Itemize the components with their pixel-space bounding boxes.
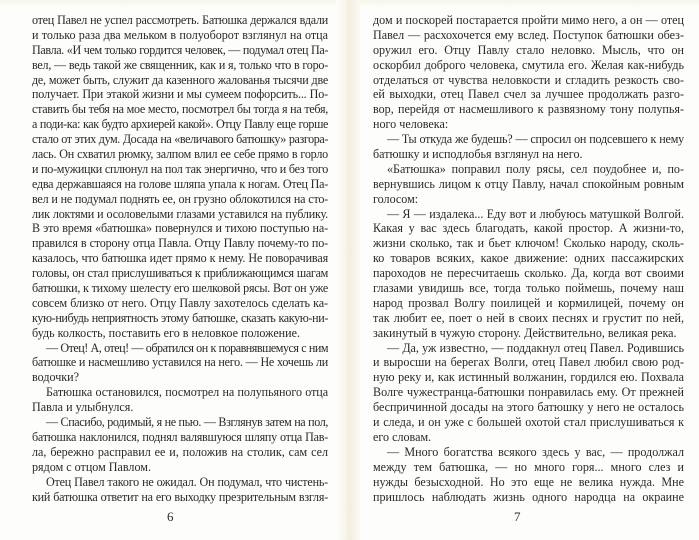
text-line: оружил его. Отцу Павлу стало неловко. Мысль, что он: [373, 42, 684, 57]
text-line: голосом:: [373, 191, 419, 206]
text-line: оскорбил доброго человека, смутила его. Желая как-нибудь: [373, 57, 684, 72]
text-line: батюшке и насмешливо уставился на него. — Не хочешь ли: [32, 355, 328, 370]
text-line: В это время «батюшка» повернулся и тихою поступью на-: [32, 221, 328, 236]
text-line: Волге чужестранца-батюшки понравилась ему. От прежней: [373, 385, 684, 400]
text-line: будь колкость, поставить его в неловкое положение.: [32, 325, 301, 340]
text-line: батюшку и исподлобья взглянул на него.: [373, 147, 583, 162]
book-gutter: [336, 0, 360, 540]
text-line: — Много богатства всякого здесь у вас, — продолжал: [387, 444, 684, 459]
text-line: его словам.: [373, 429, 432, 444]
text-line: совсем близко от него. Отцу Павлу захотелось сделать ка-: [32, 295, 328, 310]
text-line: головы, он стал прислушиваться к приближающимся шагам: [32, 266, 328, 281]
text-line: и по-мужицки сплюнул на пол так энергично, что и без того: [32, 161, 328, 176]
text-line: Павел — расхохочется ему вслед. Поступок батюшки обез-: [373, 27, 684, 42]
text-line: едва державшаяся на голове шляпа упала к ногам. Отец Па-: [32, 176, 328, 191]
text-line: закинутый в чужую сторону. Действительно, великая река.: [373, 325, 677, 340]
page-number-right: 7: [514, 509, 521, 524]
text-line: де, может быть, служит да казенного жалованья тысячи две: [32, 72, 328, 87]
text-line: вернувшись лицом к отцу Павлу, начал спокойным ровным: [373, 176, 684, 191]
page-number-left: 6: [167, 509, 174, 524]
text-line: батюшка наклонился, поднял валявшуюся шляпу отца Пав-: [32, 429, 328, 444]
text-line: а поди-ка: как будто архиерей какой». Отцу Павлу еще горше: [32, 117, 328, 132]
text-line: Батюшка остановился, посмотрел на полупьяного отца: [46, 385, 328, 400]
text-line: дом и поскорей постарается пройти мимо него, а он — отец: [373, 13, 684, 27]
text-line: — Спасибо, родимый, я не пью. — Взглянув затем на пол,: [46, 415, 328, 430]
text-line: и только раза два мельком в полуоборот взглянул на отца: [32, 27, 328, 42]
text-line: ей выходки, отец Павел счел за лучшее продолжать разго-: [373, 87, 684, 102]
text-line: так любит ее, поет о ней в своих песнях и грустит по ней,: [373, 310, 684, 325]
text-line: батюшки, к тихому шелесту его шелковой рясы. Вот он уже: [32, 281, 328, 296]
text-line: жизни сколько, так и бьет ключом! Сколько народу, сколь-: [373, 236, 684, 251]
text-line: ную реку и, как истинный волжанин, гордился ею. Похвала: [373, 370, 684, 385]
text-line: ного человека:: [373, 117, 449, 132]
text-line: вел, — ведь такой же священник, как и я, только что в горо-: [32, 57, 328, 72]
text-line: пришлось наблюдать жизнь одного народца на окраине: [373, 489, 684, 504]
text-line: лик локтями и осоловелыми глазами уставился на публику.: [32, 206, 328, 221]
text-line: кую-нибудь неприятность этому батюшке, сказать какую-ни-: [32, 310, 328, 325]
text-line: кий батюшка ответит на его выходку презрительным взгля-: [32, 489, 328, 504]
text-line: казалось, что батюшка идет прямо к нему. Не поворачивая: [32, 251, 328, 266]
text-line: «Батюшка» поправил полу рясы, сел поудобнее и, по-: [387, 161, 684, 176]
text-line: отделаться от чувства неловкости и сгладить резкость сво-: [373, 72, 684, 87]
text-line: и следа, и он уже с большей охотой стал прислушиваться к: [373, 415, 684, 430]
text-line: правился в сторону отца Павла. Отцу Павлу почему-то по-: [32, 236, 328, 251]
text-line: водочки?: [32, 370, 80, 385]
text-line: Отец Павел такого не ожидал. Он подумал, что чистень-: [46, 474, 328, 489]
text-line: — Отец! А, отец! — обратился он к поравнявшемуся с ним: [46, 340, 328, 355]
text-line: ко товаров всяких, какое движение: одних пассажирских: [373, 251, 684, 266]
text-line: рядом с отцом Павлом.: [32, 459, 151, 474]
right-page-text: [373, 13, 684, 504]
text-line: пароходов не пересчитаешь сколько. Да, когда вот своими: [373, 266, 684, 281]
text-line: Какая у вас здесь благодать, какой простор. А жизни-то,: [373, 221, 684, 236]
text-line: народ прозвал Волгу поилицей и кормилицей, почему он: [373, 295, 684, 310]
text-line: отец Павел не успел рассмотреть. Батюшка держался вдали: [32, 13, 328, 27]
text-line: Павла. «И чем только гордится человек, — подумал отец Па-: [32, 42, 328, 57]
left-page-text: [32, 13, 328, 504]
text-line: — Да, уж известно, — поддакнул отец Павел. Родившись: [387, 340, 684, 355]
text-line: лась. Он схватил рюмку, залпом влил ее себе прямо в горло: [32, 147, 328, 162]
text-line: — Я — издалека... Еду вот и любуюсь матушкой Волгой.: [387, 206, 684, 221]
text-line: получает. При этакой жизни и мы сумеем пофорсить... По-: [32, 87, 328, 102]
text-line: ставить бы тебя на мое место, посмотрел бы тогда я на тебя,: [32, 102, 328, 117]
text-line: глазами увидишь все, тогда только поймешь, почему наш: [373, 281, 684, 296]
text-line: вор, перейдя от насмешливого к развязному тону полупья-: [373, 102, 684, 117]
text-line: вел и не подумал поднять ее, он грузно облокотился на сто-: [32, 191, 328, 206]
text-line: между тем батюшка, — но много горя... много слез и: [373, 459, 684, 474]
text-line: и выросши на берегах Волги, отец Павел любил свою род-: [373, 355, 684, 370]
text-line: стало от этих дум. Досада на «величавого батюшку» разгора-: [32, 132, 328, 147]
text-line: Павла и улыбнулся.: [32, 400, 134, 415]
text-line: — Ты откуда же будешь? — спросил он подсевшего к нему: [387, 132, 684, 147]
text-line: нужды безысходной. Но это еще не велика нужда. Мне: [373, 474, 684, 489]
text-line: ла, бережно расправил ее и, положив на столик, сам сел: [32, 444, 328, 459]
text-line: беспричинной досады на этого батюшку у него не осталось: [373, 400, 684, 415]
